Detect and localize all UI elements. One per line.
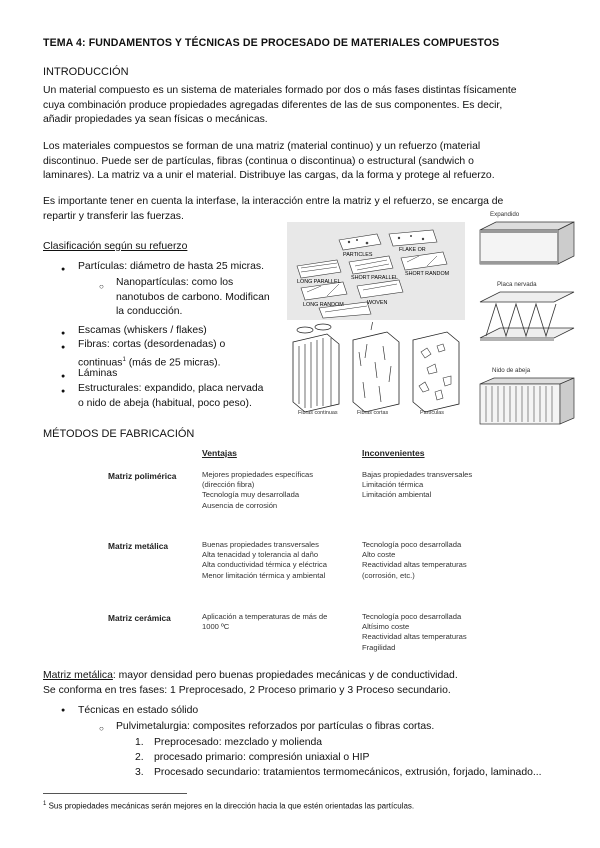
text-line: Tecnología poco desarrollada xyxy=(362,540,462,549)
expandido-panel-figure xyxy=(478,220,576,266)
text-line: Fragilidad xyxy=(362,642,396,652)
disadvantages-cell xyxy=(362,612,467,653)
footnote-text: Sus propiedades mecánicas serán mejores en la dirección hacia la que estén orientadas las partículas. xyxy=(48,801,415,811)
text-line: Aplicación a temperaturas de más de xyxy=(202,612,328,621)
text-line: la conducción. xyxy=(116,306,183,318)
column-header-inconvenientes: Inconvenientes xyxy=(362,448,425,458)
caption: SHORT PARALLEL xyxy=(351,275,399,281)
step-item: Preprocesado: mezclado y molienda xyxy=(154,737,323,748)
text-line: (corrosión, etc.) xyxy=(362,570,415,580)
intro-paragraph-2 xyxy=(43,140,583,184)
column-header-ventajas: Ventajas xyxy=(202,448,237,458)
caption: FLAKE OR xyxy=(399,247,426,253)
caption: Nido de abeja xyxy=(492,367,531,374)
text-line: Reactividad altas temperaturas xyxy=(362,632,467,642)
disadvantages-cell xyxy=(362,540,467,581)
placa-nervada-figure xyxy=(478,290,576,350)
advantages-cell xyxy=(202,612,327,632)
methods-heading: MÉTODOS DE FABRICACIÓN xyxy=(43,428,195,440)
bullet-dot: ● xyxy=(61,707,66,714)
row-label: Matriz polimérica xyxy=(108,471,177,481)
text-line: Menor limitación térmica y ambiental xyxy=(202,570,326,580)
bullet-dot: ● xyxy=(61,330,66,337)
text-line: Bajas propiedades transversales xyxy=(362,470,473,479)
sub-list-item: Pulvimetalurgia: composites reforzados por partículas o fibras cortas. xyxy=(116,721,435,732)
text-line: Alta tenacidad y tolerancia al daño xyxy=(202,550,319,560)
nido-de-abeja-figure xyxy=(478,376,576,426)
caption: Fibras cortas xyxy=(357,410,389,416)
text-line: Tecnología poco desarrollada xyxy=(362,612,462,621)
step-number: 1. xyxy=(135,737,144,748)
list-item: Láminas xyxy=(78,368,118,379)
advantages-cell xyxy=(202,540,327,581)
caption: SHORT RANDOM xyxy=(405,271,450,277)
list-item: Estructurales: expandido, placa nervada xyxy=(78,383,264,394)
footnote-ref: 1 xyxy=(122,357,126,363)
composite-blocks-figure xyxy=(287,322,465,418)
text-line: 1000 ºC xyxy=(202,622,230,632)
sub-list-item xyxy=(116,276,270,320)
text-line: repartir y transferir las fuerzas. xyxy=(43,210,184,222)
list-item: Escamas (whiskers / flakes) xyxy=(78,325,207,336)
caption: Fibras continuas xyxy=(298,410,338,416)
text-line: laminares). La matriz va a unir el material. Distribuye las cargas, da la forma y protege al refuerzo. xyxy=(43,170,495,182)
caption: LONG PARALLEL xyxy=(297,279,341,285)
bullet-dot: ● xyxy=(61,344,66,351)
bullet-circle: ○ xyxy=(99,724,104,733)
text-line: Un material compuesto es un sistema de materiales formado por dos o más fases distintas físicamente xyxy=(43,85,517,96)
caption: Placa nervada xyxy=(497,281,537,288)
bullet-dot: ● xyxy=(61,373,66,380)
advantages-cell xyxy=(202,470,313,511)
text-line: Alto coste xyxy=(362,550,396,560)
text-line: Limitación térmica xyxy=(362,480,424,490)
row-label: Matriz metálica xyxy=(108,541,169,551)
text-line: Nanopartículas: como los xyxy=(116,277,234,288)
disadvantages-cell xyxy=(362,470,472,501)
list-item: Fibras: cortas (desordenadas) o xyxy=(78,339,226,350)
text-line: añadir propiedades ya sean físicas o mecánicas. xyxy=(43,114,268,126)
step-number: 2. xyxy=(135,752,144,763)
footnote xyxy=(43,801,414,811)
text-line: Alta conductividad térmica y eléctrica xyxy=(202,560,327,570)
text-span: continuas xyxy=(78,357,123,369)
caption: PARTICLES xyxy=(343,252,373,258)
row-label: Matriz cerámica xyxy=(108,613,171,623)
footnote-mark: 1 xyxy=(43,801,47,807)
reinforcement-types-figure xyxy=(287,222,465,320)
step-number: 3. xyxy=(135,767,144,778)
intro-paragraph-1 xyxy=(43,84,583,128)
text-line: Altísimo coste xyxy=(362,622,410,632)
text-span: : mayor densidad pero buenas propiedades mecánicas y de conductividad. xyxy=(112,670,458,681)
list-item-continuation: o nido de abeja (habitual, poco peso). xyxy=(78,398,252,409)
list-item: Técnicas en estado sólido xyxy=(78,705,199,716)
text-line: Es importante tener en cuenta la interfase, la interacción entre la matriz y el refuerzo, se encarga de xyxy=(43,196,504,207)
list-item: Partículas: diámetro de hasta 25 micras. xyxy=(78,261,264,272)
text-line: Mejores propiedades específicas xyxy=(202,470,314,479)
footnote-divider xyxy=(43,793,187,794)
text-line: Reactividad altas temperaturas xyxy=(362,560,467,570)
page-title: TEMA 4: FUNDAMENTOS Y TÉCNICAS DE PROCESADO DE MATERIALES COMPUESTOS xyxy=(43,37,500,49)
bullet-dot: ● xyxy=(61,266,66,273)
classification-heading: Clasificación según su refuerzo xyxy=(43,241,188,252)
text-line: Ausencia de corrosión xyxy=(202,500,278,510)
caption: Partículas xyxy=(420,410,444,416)
text-line: (dirección fibra) xyxy=(202,480,255,490)
text-line: Limitación ambiental xyxy=(362,490,432,500)
text-line: Los materiales compuestos se forman de una matriz (material continuo) y un refuerzo (material xyxy=(43,141,481,152)
step-item: Procesado secundario: tratamientos termomecánicos, extrusión, forjado, laminado... xyxy=(154,767,542,778)
intro-heading: INTRODUCCIÓN xyxy=(43,66,129,78)
bullet-circle: ○ xyxy=(99,282,104,291)
text-line: discontinuo. Puede ser de partículas, fibras (continua o discontinua) o estructural (sandwich o xyxy=(43,155,474,167)
text-line: cuya combinación produce propiedades agregadas diferentes de las de sus componentes. Es decir, xyxy=(43,99,503,111)
text-line: Tecnología muy desarrollada xyxy=(202,490,300,500)
text-line: Buenas propiedades transversales xyxy=(202,540,319,549)
text-span: (más de 25 micras). xyxy=(128,357,221,369)
caption: Expandido xyxy=(490,211,520,218)
bullet-dot: ● xyxy=(61,388,66,395)
metal-phases-line: Se conforma en tres fases: 1 Preprocesado, 2 Proceso primario y 3 Proceso secundario. xyxy=(43,685,451,696)
text-line: nanotubos de carbono. Modifican xyxy=(116,291,270,303)
metal-matrix-label: Matriz metálica xyxy=(43,670,113,681)
step-item: procesado primario: compresión uniaxial o HIP xyxy=(154,752,370,763)
caption: WOVEN xyxy=(367,300,388,306)
metal-matrix-line xyxy=(43,669,458,684)
caption: LONG RANDOM xyxy=(303,302,344,308)
